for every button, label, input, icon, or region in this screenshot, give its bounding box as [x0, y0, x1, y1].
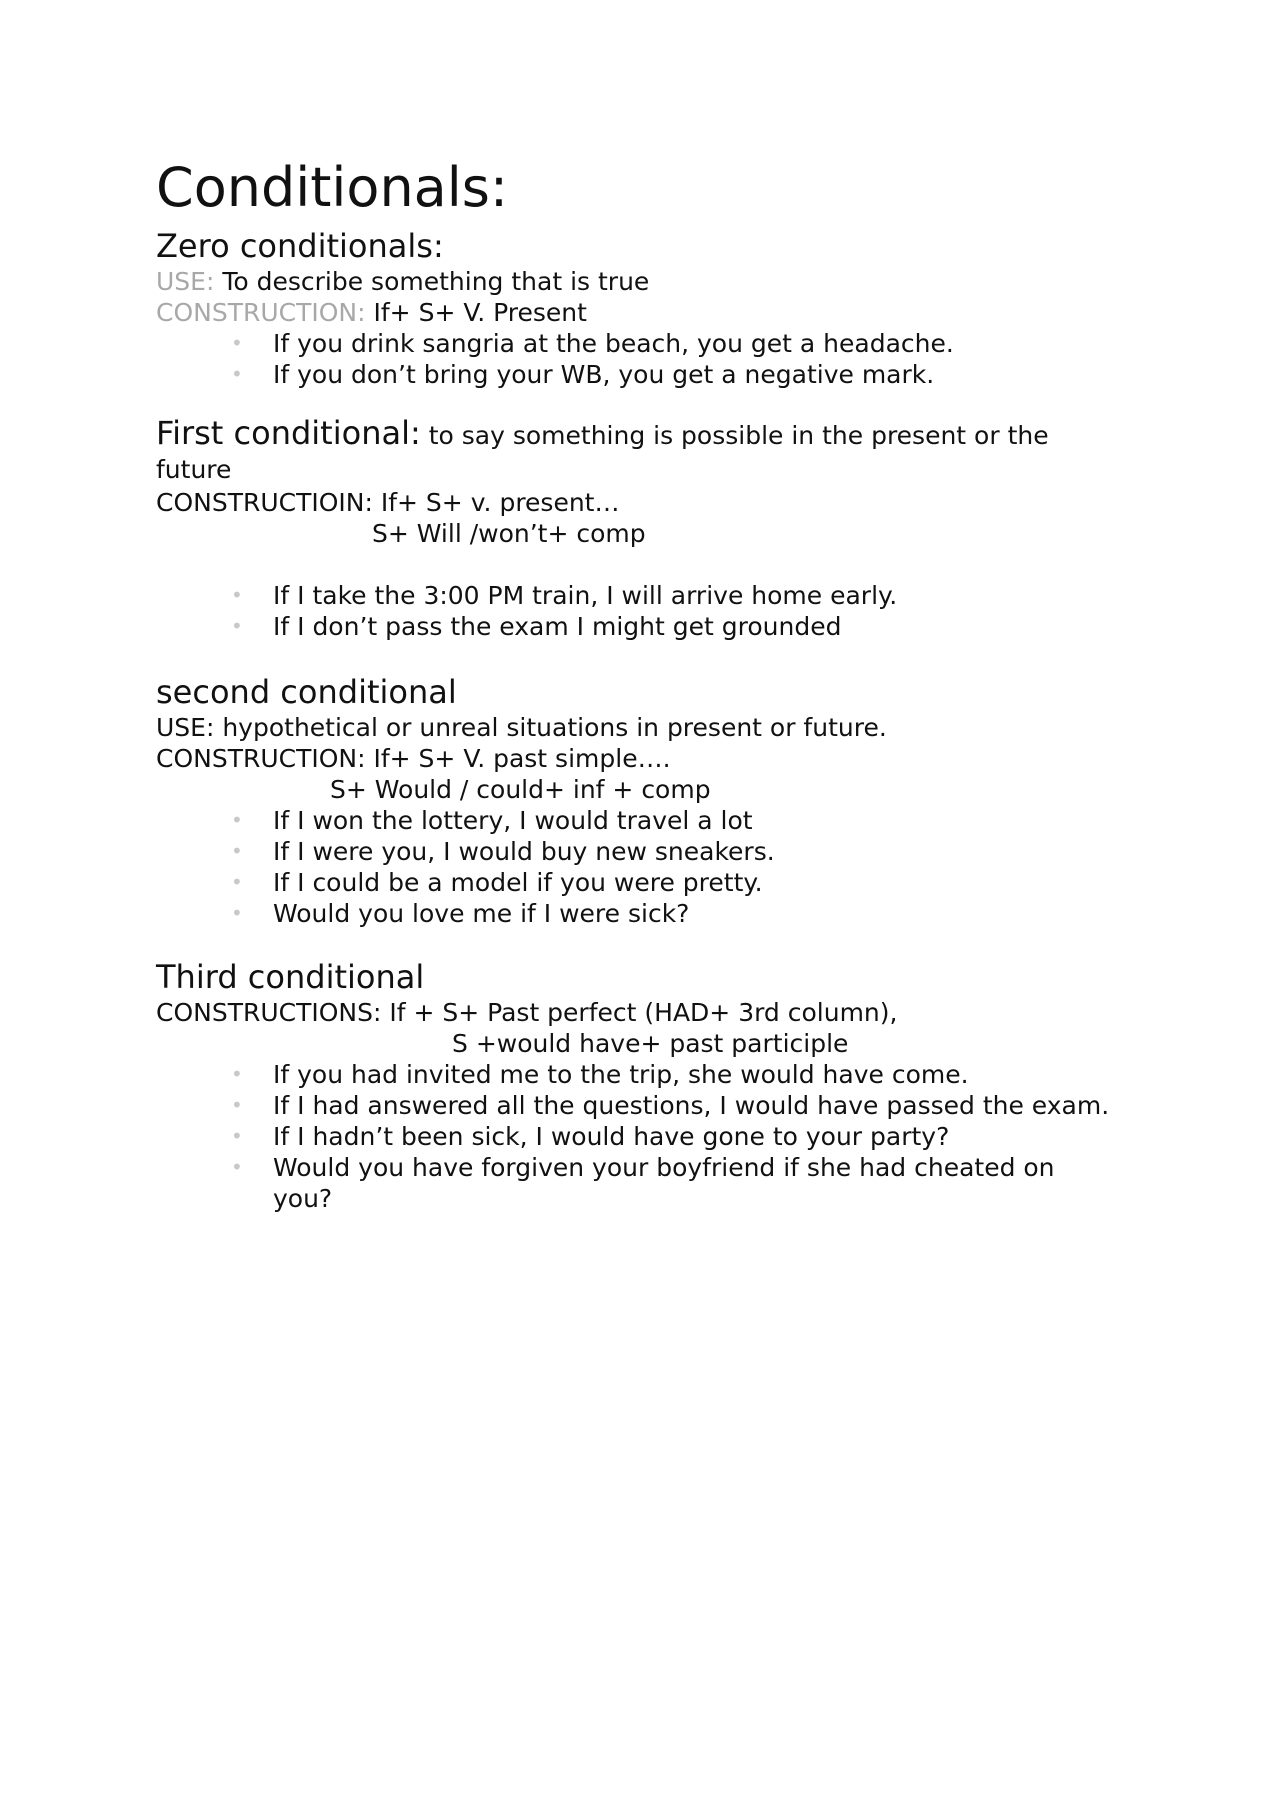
list-item	[156, 805, 1116, 836]
zero-construction-label: CONSTRUCTION:	[156, 298, 366, 327]
bullet-icon: •	[231, 1093, 243, 1117]
list-item	[156, 1121, 1116, 1152]
example-text: If I won the lottery, I would travel a lot	[273, 806, 753, 835]
zero-conditional-heading: Zero conditionals:	[156, 227, 444, 265]
list-item	[156, 611, 1116, 642]
first-conditional-intro	[156, 416, 1116, 487]
zero-construction-text: If+ S+ V. Present	[373, 298, 587, 327]
example-text: If you drink sangria at the beach, you get a headache.	[273, 329, 954, 358]
bullet-icon: •	[231, 901, 243, 925]
example-text: If I hadn’t been sick, I would have gone to your party?	[273, 1122, 950, 1151]
document-page	[156, 150, 1116, 1214]
list-item	[156, 1059, 1116, 1090]
zero-examples-list	[156, 328, 1116, 390]
bullet-icon: •	[231, 1062, 243, 1086]
first-construction-line: CONSTRUCTIOIN: If+ S+ v. present…	[156, 488, 620, 517]
second-construction-line: CONSTRUCTION: If+ S+ V. past simple….	[156, 744, 671, 773]
bullet-icon: •	[231, 331, 243, 355]
example-text: If I don’t pass the exam I might get grounded	[273, 612, 842, 641]
example-text: If I were you, I would buy new sneakers.	[273, 837, 775, 866]
example-text: Would you have forgiven your boyfriend if she had cheated on you?	[273, 1153, 1055, 1213]
third-construction-line-2: S +would have+ past participle	[452, 1029, 849, 1058]
list-item	[156, 1090, 1116, 1121]
bullet-icon: •	[231, 583, 243, 607]
third-conditional-section	[156, 957, 1116, 1214]
list-item	[156, 867, 1116, 898]
list-item	[156, 328, 1116, 359]
second-conditional-heading: second conditional	[156, 673, 457, 711]
zero-construction-line	[156, 297, 1116, 328]
bullet-icon: •	[231, 839, 243, 863]
zero-use-label: USE:	[156, 267, 215, 296]
list-item	[156, 1152, 1116, 1214]
second-use-line: USE: hypothetical or unreal situations in present or future.	[156, 713, 887, 742]
bullet-icon: •	[231, 1124, 243, 1148]
zero-use-text: To describe something that is true	[222, 267, 650, 296]
list-item	[156, 836, 1116, 867]
bullet-icon: •	[231, 870, 243, 894]
bullet-icon: •	[231, 362, 243, 386]
example-text: Would you love me if I were sick?	[273, 899, 690, 928]
second-conditional-section	[156, 672, 1116, 929]
first-construction-line-2: S+ Will /won’t+ comp	[372, 519, 646, 548]
bullet-icon: •	[231, 1155, 243, 1179]
first-examples-list	[156, 580, 1116, 642]
list-item	[156, 359, 1116, 390]
example-text: If I had answered all the questions, I would have passed the exam.	[273, 1091, 1110, 1120]
bullet-icon: •	[231, 614, 243, 638]
first-conditional-description: to say something is possible in the present or the future	[156, 421, 1049, 484]
bullet-icon: •	[231, 808, 243, 832]
first-conditional-section	[156, 416, 1116, 642]
example-text: If you don’t bring your WB, you get a negative mark.	[273, 360, 935, 389]
example-text: If I could be a model if you were pretty.	[273, 868, 763, 897]
list-item	[156, 898, 1116, 929]
second-examples-list	[156, 805, 1116, 929]
list-item	[156, 580, 1116, 611]
second-construction-line-2: S+ Would / could+ inf + comp	[330, 775, 711, 804]
first-conditional-heading: First conditional:	[156, 414, 421, 452]
example-text: If you had invited me to the trip, she would have come.	[273, 1060, 969, 1089]
third-examples-list	[156, 1059, 1116, 1214]
page-title: Conditionals:	[156, 156, 509, 219]
zero-conditional-section	[156, 226, 1116, 390]
third-construction-line: CONSTRUCTIONS: If + S+ Past perfect (HAD+ 3rd column),	[156, 998, 898, 1027]
third-conditional-heading: Third conditional	[156, 958, 425, 996]
example-text: If I take the 3:00 PM train, I will arrive home early.	[273, 581, 898, 610]
zero-use-line	[156, 266, 1116, 297]
